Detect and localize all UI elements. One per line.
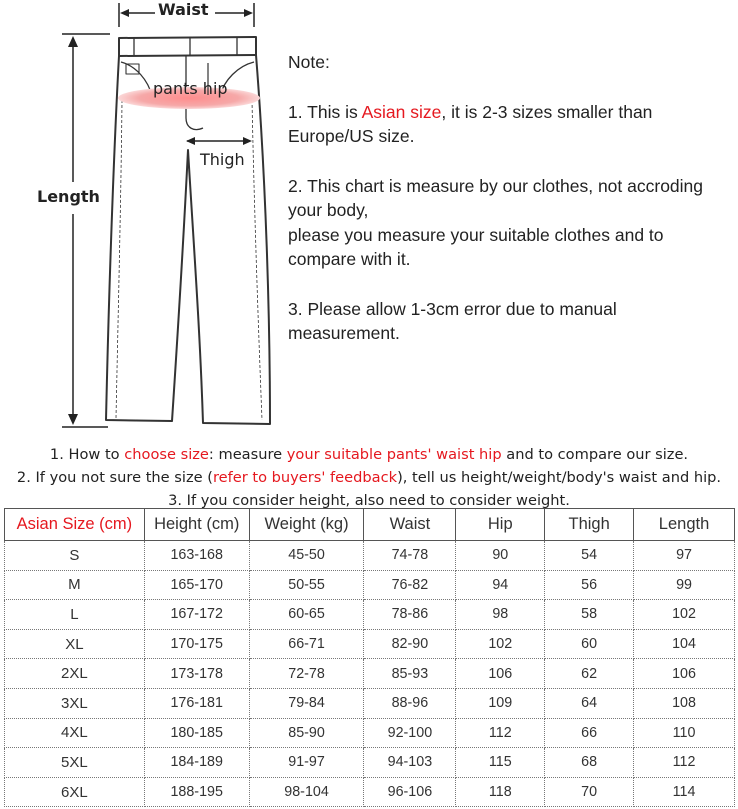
table-cell: 163-168 (144, 541, 249, 571)
table-row (5, 718, 735, 748)
table-cell: 76-82 (364, 570, 456, 600)
note-1 (288, 100, 733, 149)
table-cell: M (5, 570, 145, 600)
table-cell: 110 (634, 718, 735, 748)
column-header: Height (cm) (144, 509, 249, 541)
note-2b: please you measure your suitable clothes and to compare with it. (288, 224, 664, 269)
instruction-1-c: : measure (208, 446, 287, 463)
table-row (5, 659, 735, 689)
table-cell: 102 (456, 629, 545, 659)
instruction-2-c: ), tell us height/weight/body's waist and hip. (397, 469, 722, 486)
table-cell: 115 (456, 748, 545, 778)
instruction-2-b: refer to buyers' feedback (212, 469, 398, 486)
table-cell: 54 (545, 541, 634, 571)
table-cell: 96-106 (364, 777, 456, 807)
notes-heading: Note: (288, 52, 330, 72)
table-cell: S (5, 541, 145, 571)
table-cell: 170-175 (144, 629, 249, 659)
table-cell: 92-100 (364, 718, 456, 748)
table-row (5, 688, 735, 718)
table-cell: 58 (545, 600, 634, 630)
table-cell: 5XL (5, 748, 145, 778)
table-cell: 108 (634, 688, 735, 718)
instruction-1-e: and to compare our size. (501, 446, 689, 463)
table-cell: 85-93 (364, 659, 456, 689)
table-header-row (5, 509, 735, 541)
table-cell: 167-172 (144, 600, 249, 630)
note-1-pre: 1. This is (288, 101, 362, 122)
instruction-2 (0, 466, 738, 489)
instruction-1-d: your suitable pants' waist hip (286, 446, 502, 463)
column-header: Thigh (545, 509, 634, 541)
note-3: 3. Please allow 1-3cm error due to manual measurement. (288, 298, 617, 343)
table-cell: 173-178 (144, 659, 249, 689)
size-chart-table (4, 508, 735, 807)
table-row (5, 629, 735, 659)
table-cell: 98-104 (249, 777, 364, 807)
table-cell: 56 (545, 570, 634, 600)
waist-label: Waist (158, 0, 209, 19)
table-cell: 3XL (5, 688, 145, 718)
table-cell: 106 (634, 659, 735, 689)
table-cell: 112 (634, 748, 735, 778)
instruction-3: 3. If you consider height, also need to consider weight. (168, 492, 570, 509)
table-cell: 66 (545, 718, 634, 748)
column-header: Hip (456, 509, 545, 541)
table-cell: 74-78 (364, 541, 456, 571)
table-cell: 60 (545, 629, 634, 659)
table-cell: 2XL (5, 659, 145, 689)
note-2a: 2. This chart is measure by our clothes, not accroding your body, (288, 175, 704, 220)
table-cell: 60-65 (249, 600, 364, 630)
thigh-arrow (186, 137, 252, 145)
hip-label: pants hip (153, 79, 228, 98)
table-cell: 188-195 (144, 777, 249, 807)
table-cell: 176-181 (144, 688, 249, 718)
instruction-1 (0, 443, 738, 466)
table-cell: 82-90 (364, 629, 456, 659)
table-row (5, 748, 735, 778)
instruction-1-b: choose size (124, 446, 209, 463)
table-row (5, 777, 735, 807)
note-1-post: , it is 2-3 sizes smaller than Europe/US size. (288, 101, 653, 146)
table-cell: 94 (456, 570, 545, 600)
table-cell: 104 (634, 629, 735, 659)
table-cell: 94-103 (364, 748, 456, 778)
table-row (5, 570, 735, 600)
table-cell: 66-71 (249, 629, 364, 659)
table-cell: 6XL (5, 777, 145, 807)
instruction-2-a: 2. If you not sure the size ( (16, 469, 213, 486)
table-cell: 64 (545, 688, 634, 718)
table-cell: 114 (634, 777, 735, 807)
column-header: Weight (kg) (249, 509, 364, 541)
note-1-highlight: Asian size (361, 101, 442, 122)
table-cell: 62 (545, 659, 634, 689)
notes-block (288, 50, 733, 346)
table-cell: 50-55 (249, 570, 364, 600)
table-cell: 91-97 (249, 748, 364, 778)
table-cell: 90 (456, 541, 545, 571)
table-cell: 4XL (5, 718, 145, 748)
pants-diagram (0, 0, 290, 440)
table-cell: 99 (634, 570, 735, 600)
column-header: Asian Size (cm) (5, 509, 145, 541)
instructions-block (0, 443, 738, 512)
table-cell: 70 (545, 777, 634, 807)
table-cell: 180-185 (144, 718, 249, 748)
column-header: Length (634, 509, 735, 541)
table-cell: 112 (456, 718, 545, 748)
table-cell: 102 (634, 600, 735, 630)
length-arrow (62, 34, 110, 427)
column-header: Waist (364, 509, 456, 541)
table-row (5, 541, 735, 571)
table-cell: XL (5, 629, 145, 659)
table-cell: 88-96 (364, 688, 456, 718)
table-cell: 78-86 (364, 600, 456, 630)
table-cell: 97 (634, 541, 735, 571)
table-cell: 109 (456, 688, 545, 718)
table-cell: 98 (456, 600, 545, 630)
table-cell: L (5, 600, 145, 630)
table-cell: 79-84 (249, 688, 364, 718)
table-cell: 68 (545, 748, 634, 778)
table-cell: 85-90 (249, 718, 364, 748)
table-cell: 184-189 (144, 748, 249, 778)
length-label: Length (37, 187, 100, 206)
thigh-label: Thigh (200, 150, 245, 169)
table-cell: 118 (456, 777, 545, 807)
table-cell: 45-50 (249, 541, 364, 571)
table-cell: 106 (456, 659, 545, 689)
table-row (5, 600, 735, 630)
table-cell: 165-170 (144, 570, 249, 600)
instruction-1-a: 1. How to (49, 446, 125, 463)
table-cell: 72-78 (249, 659, 364, 689)
